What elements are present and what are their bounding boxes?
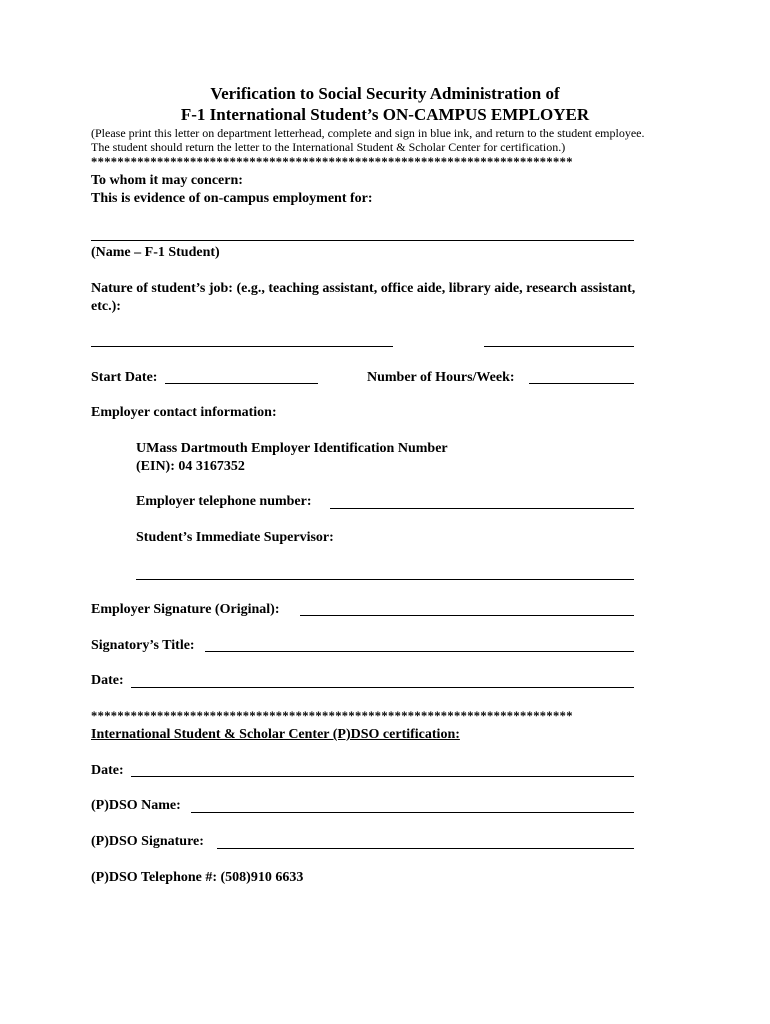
separator-bottom: ************************************************************************* — [91, 709, 573, 723]
greeting-line-2: This is evidence of on-campus employment for: — [91, 191, 373, 206]
dso-name-field[interactable] — [191, 812, 634, 813]
instructions-line-1: (Please print this letter on department letterhead, complete and sign in blue ink, and return to the student employee. — [91, 126, 645, 140]
issc-certification-heading: International Student & Scholar Center (P)DSO certification: — [91, 727, 460, 742]
signatory-title-field[interactable] — [205, 651, 634, 652]
student-name-field[interactable] — [91, 240, 634, 241]
dso-signature-field[interactable] — [217, 848, 634, 849]
job-nature-line-2: etc.): — [91, 299, 121, 314]
separator-top: ************************************************************************* — [91, 155, 573, 169]
employer-phone-label: Employer telephone number: — [136, 494, 312, 509]
ein-line-2: (EIN): 04 3167352 — [136, 459, 245, 474]
supervisor-field[interactable] — [136, 579, 634, 580]
form-title-line-2: F-1 International Student’s ON-CAMPUS EMPLOYER — [180, 105, 590, 124]
ein-line-1: UMass Dartmouth Employer Identification Number — [136, 441, 448, 456]
dso-telephone: (P)DSO Telephone #: (508)910 6633 — [91, 870, 304, 885]
student-name-label: (Name – F-1 Student) — [91, 245, 220, 260]
hours-per-week-field[interactable] — [529, 383, 634, 384]
employer-signature-field[interactable] — [300, 615, 634, 616]
job-nature-field-extra[interactable] — [484, 346, 634, 347]
supervisor-label: Student’s Immediate Supervisor: — [136, 530, 334, 545]
form-title-line-1: Verification to Social Security Administration of — [210, 84, 560, 103]
start-date-field[interactable] — [165, 383, 318, 384]
dso-name-label: (P)DSO Name: — [91, 798, 181, 813]
dso-signature-label: (P)DSO Signature: — [91, 834, 204, 849]
employer-phone-field[interactable] — [330, 508, 634, 509]
employer-contact-label: Employer contact information: — [91, 405, 277, 420]
dso-date-field[interactable] — [131, 776, 634, 777]
signatory-title-label: Signatory’s Title: — [91, 638, 195, 653]
employer-date-field[interactable] — [131, 687, 634, 688]
employer-signature-label: Employer Signature (Original): — [91, 602, 280, 617]
dso-date-label: Date: — [91, 763, 124, 778]
instructions-line-2: The student should return the letter to the International Student & Scholar Center for certification.) — [91, 140, 566, 154]
start-date-label: Start Date: — [91, 370, 158, 385]
greeting-line-1: To whom it may concern: — [91, 173, 243, 188]
employer-date-label: Date: — [91, 673, 124, 688]
hours-per-week-label: Number of Hours/Week: — [367, 370, 515, 385]
job-nature-line-1: Nature of student’s job: (e.g., teaching assistant, office aide, library aide, research assistant, — [91, 281, 636, 296]
job-nature-field[interactable] — [91, 346, 393, 347]
